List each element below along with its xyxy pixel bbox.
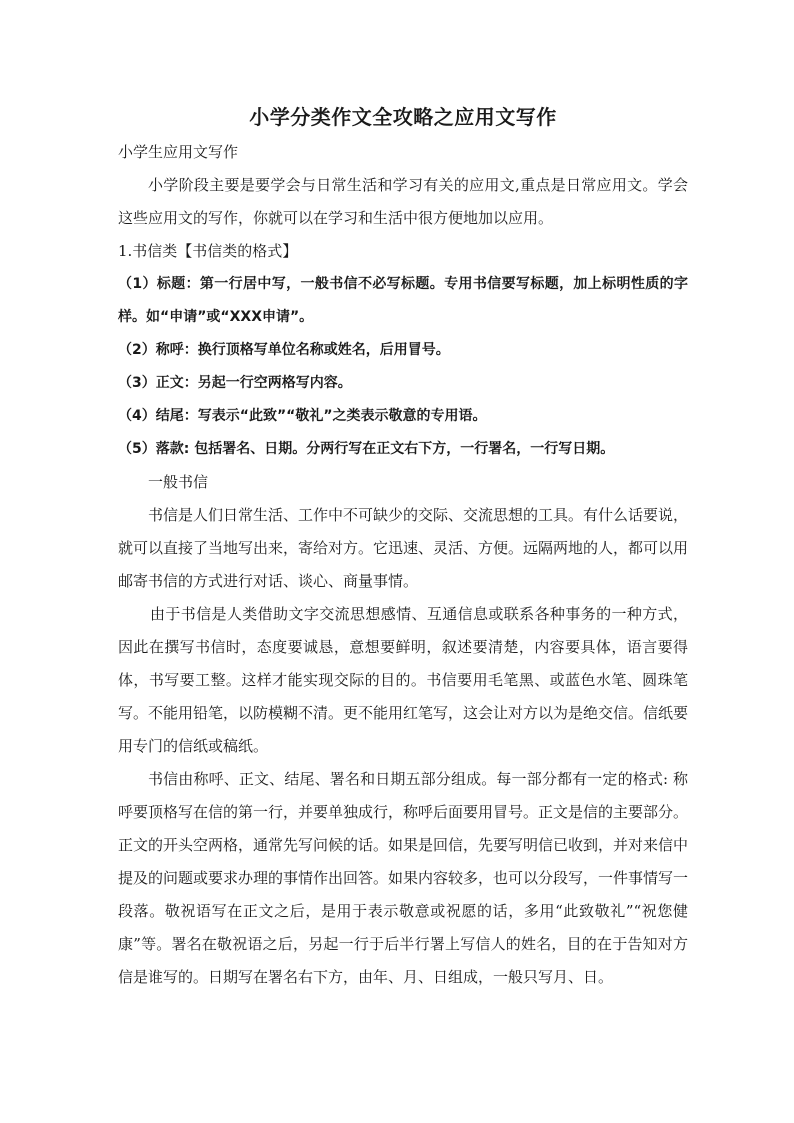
body-paragraph: 书信是人们日常生活、工作中不可缺少的交际、交流思想的工具。有什么话要说，就可以直接了当地写出来，寄给对方。它迅速、灵活、方便。远隔两地的人，都可以用邮寄书信的方式进行对话、谈心、商量事情。 xyxy=(118,506,689,590)
document-page xyxy=(118,102,688,994)
format-item-body: （3）正文：另起一行空两格写内容。 xyxy=(118,375,352,391)
body-paragraph: 由于书信是人类借助文字交流思想感情、互通信息或联系各种事务的一种方式，因此在撰写书信时，态度要诚恳，意想要鲜明，叙述要清楚，内容要具体，语言要得体，书写要工整。这样才能实现交际的目的。书信要用毛笔黑、或蓝色水笔、圆珠笔写。不能用铅笔，以防模糊不清。更不能用红笔写，这会让对方以为是绝交信。信纸要用专门的信纸或稿纸。 xyxy=(118,605,689,755)
format-item-signature: （5）落款: 包括署名、日期。分两行写在正文右下方，一行署名，一行写日期。 xyxy=(118,441,615,457)
intro-paragraph: 小学阶段主要是要学会与日常生活和学习有关的应用文,重点是日常应用文。学会这些应用文的写作，你就可以在学习和生活中很方便地加以应用。 xyxy=(118,176,688,227)
body-paragraph: 书信由称呼、正文、结尾、署名和日期五部分组成。每一部分都有一定的格式: 称呼要顶格写在信的第一行，并要单独成行，称呼后面要用冒号。正文是信的主要部分。正文的开头空两格，通常先写问候的话。如果是回信，先要写明信已收到，并对来信中提及的问题或要求办理的事情作出回答。如果内容较多，也可以分段写，一件事情写一段落。敬祝语写在正文之后，是用于表示敬意或祝愿的话，多用“此致敬礼”“祝您健康”等。署名在敬祝语之后，另起一行于后半行署上写信人的姓名，目的在于告知对方信是谁写的。日期写在署名右下方，由年、月、日组成，一般只写月、日。 xyxy=(118,770,689,986)
format-item-salutation: （2）称呼：换行顶格写单位名称或姓名，后用冒号。 xyxy=(118,342,450,358)
document-title: 小学分类作文全攻略之应用文写作 xyxy=(249,105,557,129)
format-item-closing: （4）结尾：写表示“此致”“敬礼”之类表示敬意的专用语。 xyxy=(118,408,487,424)
format-item-title: （1）标题：第一行居中写，一般书信不必写标题。专用书信要写标题，加上标明性质的字样。如“申请”或“XXX申请”。 xyxy=(118,276,688,325)
document-subtitle: 小学生应用文写作 xyxy=(118,143,239,161)
general-letter-heading: 一般书信 xyxy=(148,473,209,491)
section-heading-letters: 1.书信类【书信类的格式】 xyxy=(118,242,298,260)
